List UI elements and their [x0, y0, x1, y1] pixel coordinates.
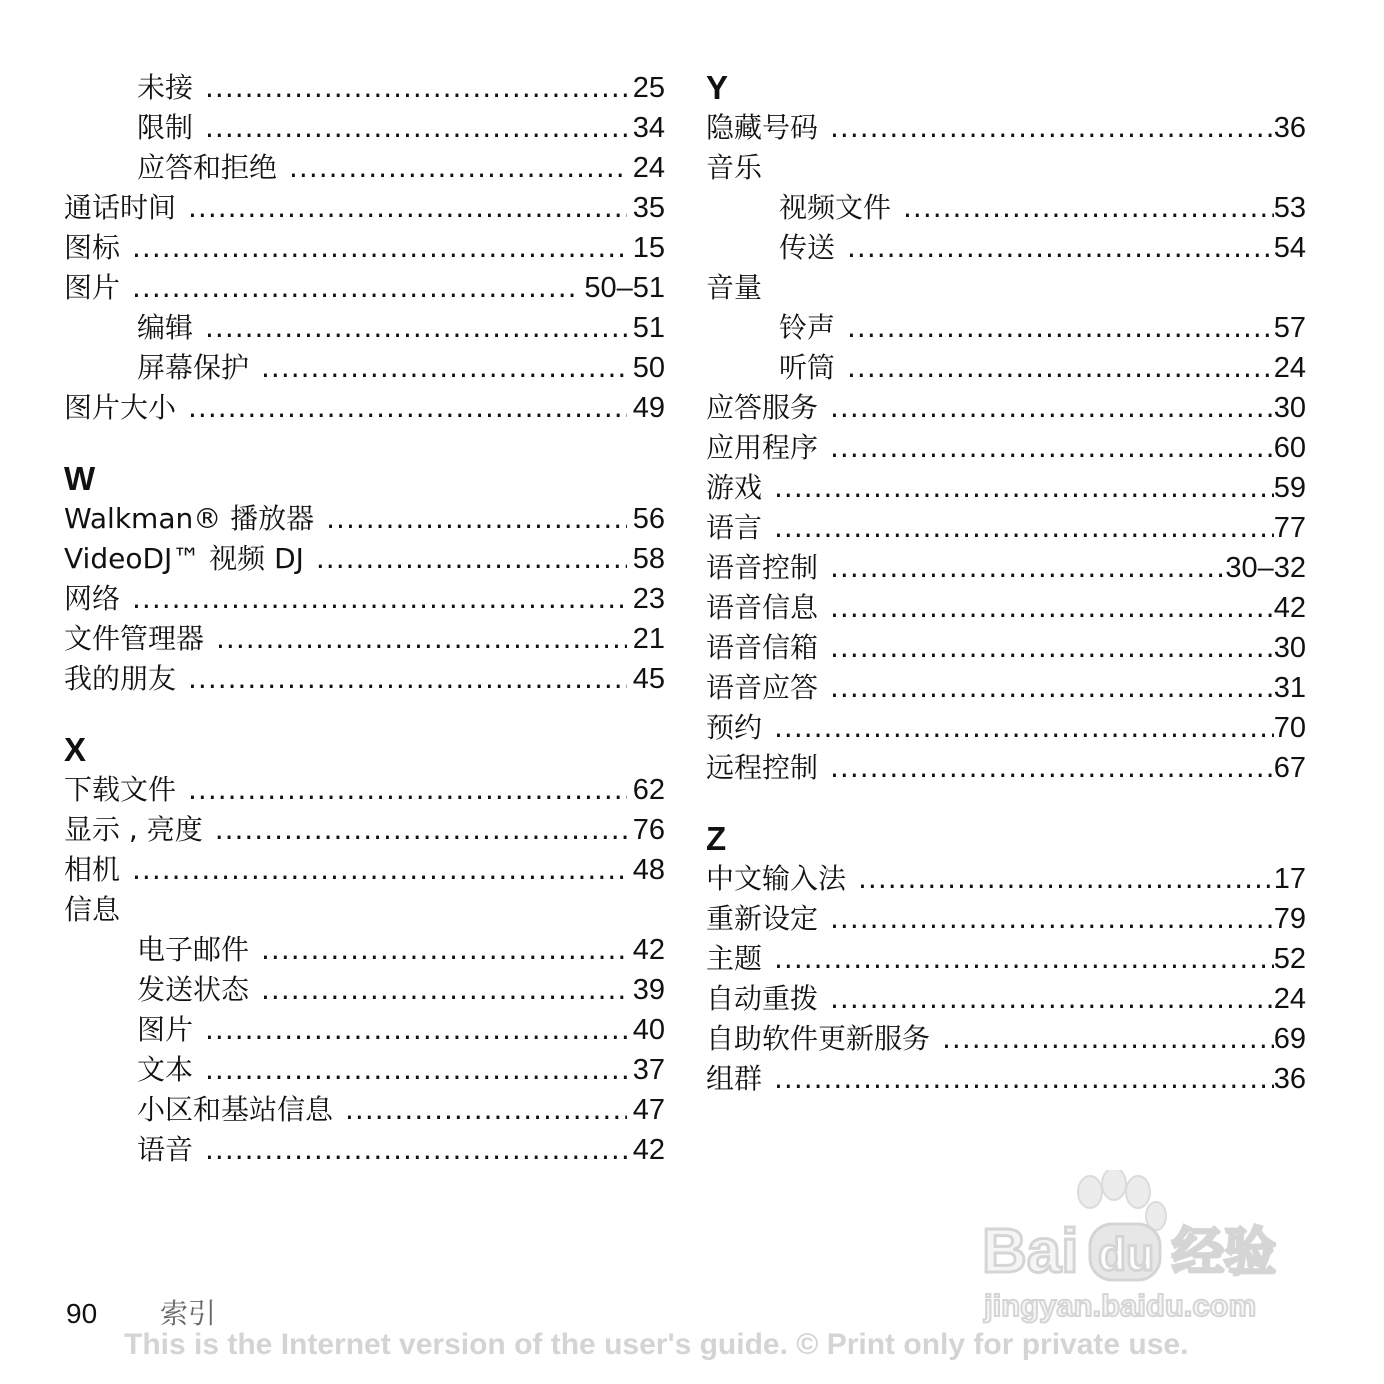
index-term: 传送	[779, 231, 836, 264]
dot-leader	[345, 1090, 627, 1130]
page-reference: 35	[632, 192, 665, 224]
dot-leader	[215, 810, 627, 850]
index-term: 电子邮件	[137, 933, 250, 966]
baidu-jingyan-watermark	[968, 1170, 1308, 1330]
page-reference: 42	[632, 934, 665, 966]
index-entry	[64, 268, 665, 308]
dot-leader	[205, 1010, 627, 1050]
dot-leader	[903, 188, 1274, 228]
page-reference: 54	[1273, 232, 1306, 264]
dot-leader	[847, 348, 1274, 388]
index-term: 图片大小	[64, 391, 177, 424]
index-term: 主题	[706, 942, 763, 975]
dot-leader	[132, 228, 627, 268]
page-reference: 50	[632, 352, 665, 384]
index-section-w	[64, 459, 665, 699]
section-letter-heading: Y	[706, 69, 729, 106]
dot-leader	[847, 308, 1274, 348]
index-term: 下载文件	[64, 773, 177, 806]
index-subentry	[64, 930, 665, 970]
index-term: 视频文件	[779, 191, 892, 224]
index-term: 应答服务	[706, 391, 819, 424]
page-number: 90	[66, 1298, 98, 1329]
index-subentry	[706, 308, 1306, 348]
page-reference: 56	[632, 503, 665, 535]
index-entry	[64, 539, 665, 579]
dot-leader	[188, 770, 627, 810]
dot-leader	[188, 659, 627, 699]
index-entry	[64, 499, 665, 539]
page-reference: 70	[1273, 712, 1306, 744]
section-letter-heading: W	[64, 460, 96, 497]
section-letter-heading: Z	[706, 820, 727, 857]
index-subentry	[64, 68, 665, 108]
page-reference: 36	[1273, 112, 1306, 144]
index-entry	[64, 810, 665, 850]
index-entry	[706, 628, 1306, 668]
page-reference: 52	[1273, 943, 1306, 975]
index-term: 隐藏号码	[706, 111, 819, 144]
index-entry	[64, 228, 665, 268]
page-reference: 39	[632, 974, 665, 1006]
index-section-z	[706, 819, 1306, 1099]
index-term: 小区和基站信息	[137, 1093, 334, 1126]
svg-text:经验: 经验	[1172, 1224, 1277, 1282]
dot-leader	[205, 108, 627, 148]
index-right-column	[706, 68, 1306, 1099]
index-term: 图标	[64, 231, 121, 264]
page-reference: 57	[1273, 312, 1306, 344]
page-reference: 31	[1273, 672, 1306, 704]
page-reference: 62	[632, 774, 665, 806]
page-reference: 51	[632, 312, 665, 344]
index-term: VideoDJ™ 视频 DJ	[64, 542, 304, 575]
index-entry	[64, 388, 665, 428]
index-entry	[706, 548, 1306, 588]
dot-leader	[261, 348, 627, 388]
page-reference: 42	[1273, 592, 1306, 624]
dot-leader	[205, 1130, 627, 1170]
index-term: 铃声	[779, 311, 836, 344]
page-reference: 49	[632, 392, 665, 424]
dot-leader	[205, 1050, 627, 1090]
index-term: 文件管理器	[64, 622, 205, 655]
dot-leader	[132, 850, 627, 890]
index-entry	[64, 659, 665, 699]
index-term: 语音应答	[706, 671, 819, 704]
index-term: 未接	[137, 71, 194, 104]
index-term: 通话时间	[64, 191, 177, 224]
index-term: 远程控制	[706, 751, 819, 784]
baidu-paw-logo-icon	[968, 1170, 1308, 1330]
page-reference: 36	[1273, 1063, 1306, 1095]
dot-leader	[188, 388, 627, 428]
index-section-y	[706, 68, 1306, 788]
dot-leader	[830, 668, 1274, 708]
index-subentry	[64, 1050, 665, 1090]
page-reference: 53	[1273, 192, 1306, 224]
index-section	[64, 68, 665, 428]
dot-leader	[830, 388, 1274, 428]
index-term: 组群	[706, 1062, 763, 1095]
dot-leader	[261, 930, 627, 970]
index-entry	[64, 188, 665, 228]
page-reference: 23	[632, 583, 665, 615]
dot-leader	[858, 859, 1274, 899]
page-reference: 15	[632, 232, 665, 264]
dot-leader	[830, 628, 1274, 668]
index-entry	[706, 1019, 1306, 1059]
index-term: 自助软件更新服务	[706, 1022, 931, 1055]
index-entry	[706, 899, 1306, 939]
index-subentry	[64, 1010, 665, 1050]
index-entry	[706, 979, 1306, 1019]
index-term: 语音	[137, 1133, 194, 1166]
section-name: 索引	[160, 1297, 217, 1330]
index-term: 语音信箱	[706, 631, 819, 664]
page-reference: 60	[1273, 432, 1306, 464]
dot-leader	[216, 619, 627, 659]
index-entry	[64, 770, 665, 810]
dot-leader	[942, 1019, 1274, 1059]
index-term: 应答和拒绝	[137, 151, 278, 184]
index-term: 语音控制	[706, 551, 819, 584]
index-term: 网络	[64, 582, 121, 615]
dot-leader	[830, 588, 1274, 628]
page-reference: 30	[1273, 632, 1306, 664]
index-entry	[706, 748, 1306, 788]
index-term: 听筒	[779, 351, 836, 384]
index-subentry	[64, 308, 665, 348]
page-reference: 25	[632, 72, 665, 104]
index-entry	[706, 708, 1306, 748]
index-subentry	[64, 348, 665, 388]
dot-leader	[830, 548, 1225, 588]
page-reference: 58	[632, 543, 665, 575]
index-term: 自动重拨	[706, 982, 819, 1015]
page-reference: 21	[632, 623, 665, 655]
disclaimer-text: This is the Internet version of the user's guide. © Print only for private use.	[124, 1328, 1189, 1361]
index-subentry	[64, 1090, 665, 1130]
dot-leader	[289, 148, 627, 188]
index-term: 中文输入法	[706, 862, 847, 895]
dot-leader	[774, 468, 1274, 508]
index-entry	[64, 890, 665, 930]
index-term: 文本	[137, 1053, 194, 1086]
page-reference: 79	[1273, 903, 1306, 935]
index-entry	[706, 939, 1306, 979]
index-term: 音量	[706, 271, 763, 304]
dot-leader	[830, 108, 1274, 148]
index-entry	[706, 508, 1306, 548]
index-entry	[706, 108, 1306, 148]
index-term: 重新设定	[706, 902, 819, 935]
dot-leader	[830, 899, 1274, 939]
page-reference: 17	[1273, 863, 1306, 895]
index-term: 信息	[64, 893, 121, 926]
index-term: 我的朋友	[64, 662, 177, 695]
dot-leader	[205, 68, 627, 108]
index-subentry	[64, 148, 665, 188]
index-entry	[706, 668, 1306, 708]
section-letter-heading: X	[64, 731, 87, 768]
dot-leader	[774, 1059, 1274, 1099]
index-term: 预约	[706, 711, 763, 744]
index-entry	[64, 579, 665, 619]
page-reference: 24	[632, 152, 665, 184]
dot-leader	[830, 979, 1274, 1019]
index-term: 相机	[64, 853, 121, 886]
dot-leader	[830, 428, 1274, 468]
page-reference: 45	[632, 663, 665, 695]
index-subentry	[706, 188, 1306, 228]
index-term: 语音信息	[706, 591, 819, 624]
index-subentry	[706, 348, 1306, 388]
index-subentry	[706, 228, 1306, 268]
index-term: Walkman® 播放器	[64, 502, 315, 535]
index-entry	[64, 619, 665, 659]
page-reference: 76	[632, 814, 665, 846]
page-reference: 24	[1273, 352, 1306, 384]
dot-leader	[261, 970, 627, 1010]
page-reference: 24	[1273, 983, 1306, 1015]
index-term: 图片	[137, 1013, 194, 1046]
page-reference: 47	[632, 1094, 665, 1126]
index-section-x	[64, 730, 665, 1170]
index-term: 游戏	[706, 471, 763, 504]
index-term: 应用程序	[706, 431, 819, 464]
dot-leader	[316, 539, 627, 579]
page-reference: 30–32	[1225, 552, 1306, 584]
dot-leader	[326, 499, 627, 539]
index-term: 显示 , 亮度	[64, 813, 203, 846]
dot-leader	[132, 268, 578, 308]
index-subentry	[64, 970, 665, 1010]
svg-text:jingyan.baidu.com: jingyan.baidu.com	[984, 1288, 1257, 1323]
index-term: 限制	[137, 111, 194, 144]
index-entry	[706, 268, 1306, 308]
index-entry	[706, 859, 1306, 899]
index-term: 音乐	[706, 151, 763, 184]
dot-leader	[132, 579, 627, 619]
page-reference: 34	[632, 112, 665, 144]
index-term: 发送状态	[137, 973, 250, 1006]
index-entry	[706, 388, 1306, 428]
page-reference: 37	[632, 1054, 665, 1086]
page-reference: 50–51	[584, 272, 665, 304]
page-reference: 40	[632, 1014, 665, 1046]
dot-leader	[847, 228, 1274, 268]
svg-text:du: du	[1098, 1228, 1155, 1280]
page-reference: 77	[1273, 512, 1306, 544]
dot-leader	[830, 748, 1274, 788]
index-term: 编辑	[137, 311, 194, 344]
index-entry	[706, 588, 1306, 628]
dot-leader	[774, 708, 1274, 748]
index-term: 语言	[706, 511, 763, 544]
page-reference: 30	[1273, 392, 1306, 424]
index-left-column	[64, 68, 665, 1170]
svg-text:Bai: Bai	[982, 1217, 1079, 1286]
index-subentry	[64, 1130, 665, 1170]
index-entry	[64, 850, 665, 890]
page-reference: 42	[632, 1134, 665, 1166]
index-term: 图片	[64, 271, 121, 304]
dot-leader	[188, 188, 627, 228]
index-entry	[706, 1059, 1306, 1099]
index-term: 屏幕保护	[137, 351, 250, 384]
index-entry	[706, 428, 1306, 468]
index-entry	[706, 468, 1306, 508]
dot-leader	[774, 508, 1274, 548]
page-reference: 67	[1273, 752, 1306, 784]
index-entry	[706, 148, 1306, 188]
page-reference: 69	[1273, 1023, 1306, 1055]
page-reference: 48	[632, 854, 665, 886]
dot-leader	[774, 939, 1274, 979]
page-reference: 59	[1273, 472, 1306, 504]
dot-leader	[205, 308, 627, 348]
index-subentry	[64, 108, 665, 148]
